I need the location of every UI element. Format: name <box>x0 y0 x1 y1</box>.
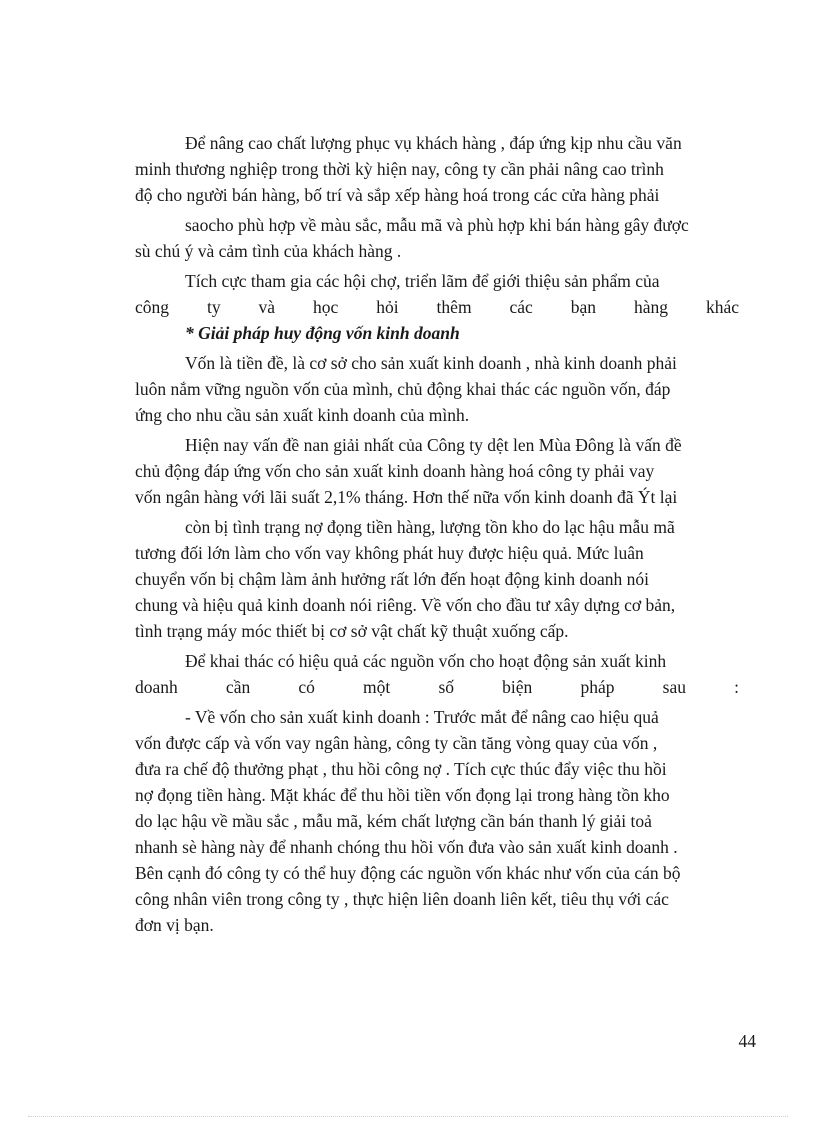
text-line: - Về vốn cho sản xuất kinh doanh : Trước mắt để nâng cao hiệu quả <box>185 707 659 727</box>
text-line: công ty và học hỏi thêm các bạn hàng khác <box>135 297 739 317</box>
text-line: độ cho người bán hàng, bố trí và sắp xếp hàng hoá trong các cửa hàng phải <box>135 185 660 205</box>
page-bottom-divider <box>28 1116 788 1117</box>
text-line: doanh cần có một số biện pháp sau : <box>135 677 739 697</box>
text-line: đơn vị bạn. <box>135 915 214 935</box>
text-line: vốn ngân hàng với lãi suất 2,1% tháng. Hơn thế nữa vốn kinh doanh đã Ýt lại <box>135 487 678 507</box>
text-line: Bên cạnh đó công ty có thể huy động các nguồn vốn khác như vốn của cán bộ <box>135 863 681 883</box>
text-line: chuyển vốn bị chậm làm ảnh hưởng rất lớn đến hoạt động kinh doanh nói <box>135 569 650 589</box>
text-line: Hiện nay vấn đề nan giải nhất của Công ty dệt len Mùa Đông là vấn đề <box>185 435 682 455</box>
page-number: 44 <box>738 1031 756 1051</box>
text-line: Để nâng cao chất lượng phục vụ khách hàng , đáp ứng kịp nhu cầu văn <box>185 133 682 153</box>
text-line: luôn nắm vững nguồn vốn của mình, chủ động khai thác các nguồn vốn, đáp <box>135 379 671 399</box>
text-line: Tích cực tham gia các hội chợ, triển lãm để giới thiệu sản phẩm của <box>185 271 660 291</box>
text-line: chung và hiệu quả kinh doanh nói riêng. Về vốn cho đầu tư xây dựng cơ bản, <box>135 595 676 615</box>
text-line: do lạc hậu về mầu sắc , mẫu mã, kém chất lượng cần bán thanh lý giải toả <box>135 811 652 831</box>
text-line: chủ động đáp ứng vốn cho sản xuất kinh doanh hàng hoá công ty phải vay <box>135 461 655 481</box>
text-line: ứng cho nhu cầu sản xuất kinh doanh của mình. <box>135 405 470 425</box>
text-line: nhanh sè hàng này để nhanh chóng thu hồi vốn đưa vào sản xuất kinh doanh . <box>135 837 678 857</box>
text-line: Để khai thác có hiệu quả các nguồn vốn cho hoạt động sản xuất kinh <box>185 651 667 671</box>
text-line: Vốn là tiền đề, là cơ sở cho sản xuất kinh doanh , nhà kinh doanh phải <box>185 353 677 373</box>
text-line: nợ đọng tiền hàng. Mặt khác để thu hồi tiền vốn đọng lại trong hàng tồn kho <box>135 785 670 805</box>
text-line: công nhân viên trong công ty , thực hiện liên doanh liên kết, tiêu thụ với các <box>135 889 669 909</box>
text-line: còn bị tình trạng nợ đọng tiền hàng, lượng tồn kho do lạc hậu mẫu mã <box>185 517 675 537</box>
text-line: minh thương nghiệp trong thời kỳ hiện nay, công ty cần phải nâng cao trình <box>135 159 664 179</box>
text-line: tương đối lớn làm cho vốn vay không phát huy được hiệu quả. Mức luân <box>135 543 644 563</box>
text-line: sù chú ý và cảm tình của khách hàng . <box>135 241 402 261</box>
text-line: đưa ra chế độ thưởng phạt , thu hồi công nợ . Tích cực thúc đẩy việc thu hồi <box>135 759 667 779</box>
text-line: tình trạng máy móc thiết bị cơ sở vật chất kỹ thuật xuống cấp. <box>135 621 569 641</box>
text-line: vốn được cấp và vốn vay ngân hàng, công ty cần tăng vòng quay của vốn , <box>135 733 658 753</box>
section-heading: * Giải pháp huy động vốn kinh doanh <box>185 323 460 343</box>
text-line: saocho phù hợp về màu sắc, mẫu mã và phù hợp khi bán hàng gây được <box>185 215 689 235</box>
